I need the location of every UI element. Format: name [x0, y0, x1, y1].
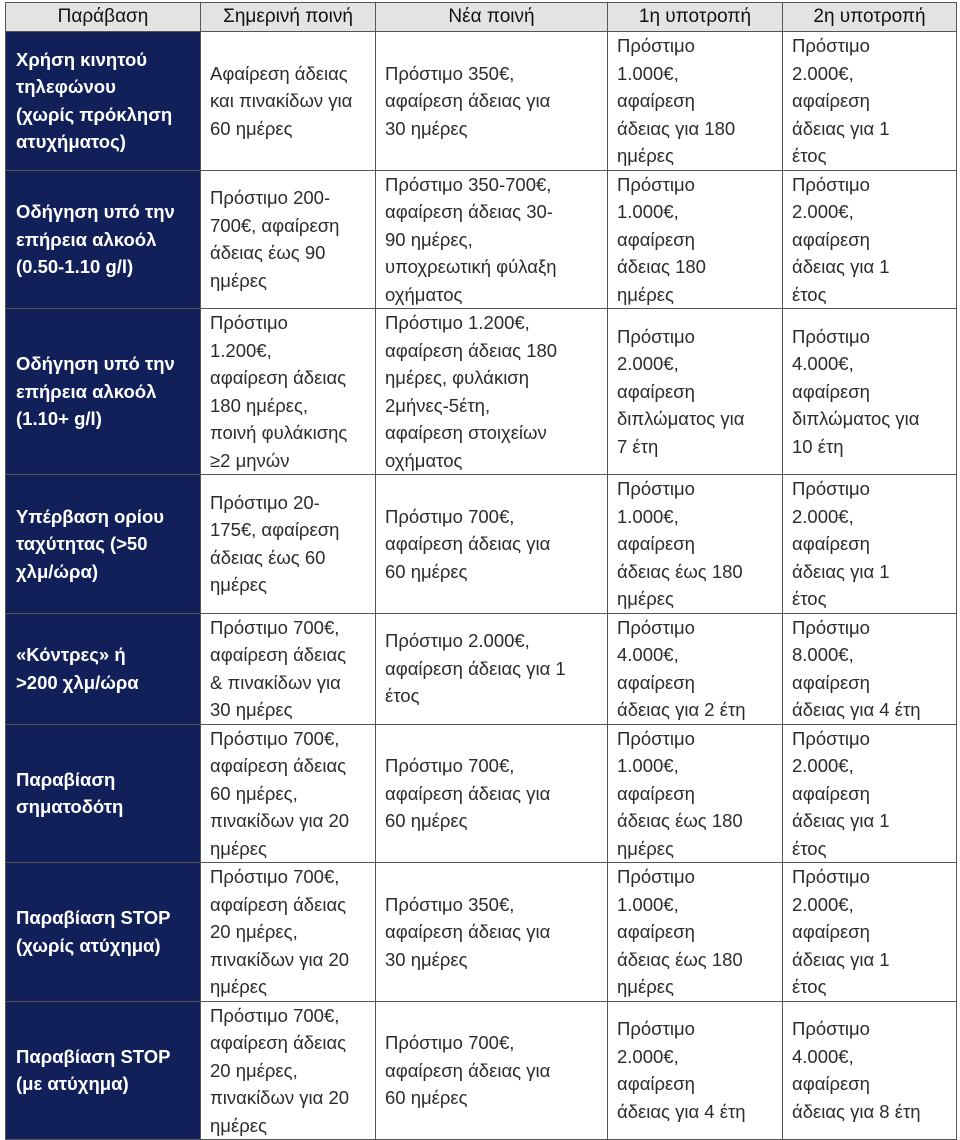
table-row: [6, 863, 957, 1002]
current-penalty-cell-text: Πρόστιμο 200- 700€, αφαίρεση άδειας έως 90 ημέρες: [210, 187, 340, 291]
current-penalty-cell: [201, 613, 376, 724]
new-penalty-cell: [376, 1001, 608, 1140]
offence-cell: [6, 1001, 201, 1140]
offence-cell: [6, 724, 201, 863]
first-repeat-cell-text: Πρόστιμο 1.000€, αφαίρεση άδειας 180 ημέρες: [617, 173, 706, 305]
first-repeat-cell-text: Πρόστιμο 4.000€, αφαίρεση άδειας για 2 έτη: [617, 616, 746, 720]
offence-cell-text: Παραβίαση σηματοδότη: [16, 768, 124, 818]
first-repeat-cell-text: Πρόστιμο 1.000€, αφαίρεση άδειας έως 180 ημέρες: [617, 866, 743, 997]
second-repeat-cell: [783, 863, 957, 1002]
first-repeat-cell: [608, 724, 783, 863]
current-penalty-cell: [201, 724, 376, 863]
table-row: [6, 170, 957, 309]
new-penalty-cell-text: Πρόστιμο 350€, αφαίρεση άδειας για 30 ημέρες: [385, 62, 551, 139]
second-repeat-cell-text: Πρόστιμο 8.000€, αφαίρεση άδειας για 4 έτη: [792, 616, 921, 720]
second-repeat-cell-text: Πρόστιμο 2.000€, αφαίρεση άδειας για 1 έτος: [792, 866, 890, 997]
second-repeat-cell: [783, 475, 957, 614]
penalties-table: [5, 2, 957, 1140]
new-penalty-cell: [376, 613, 608, 724]
second-repeat-cell-text: Πρόστιμο 4.000€, αφαίρεση άδειας για 8 έτη: [792, 1018, 921, 1122]
new-penalty-cell: [376, 170, 608, 309]
offence-cell: [6, 309, 201, 475]
first-repeat-cell: [608, 475, 783, 614]
table-row: [6, 32, 957, 171]
current-penalty-cell: [201, 863, 376, 1002]
offence-cell-text: Οδήγηση υπό την επήρεια αλκοόλ (1.10+ g/l): [16, 353, 175, 430]
column-header-current-penalty: Σημερινή ποινή: [201, 3, 376, 32]
second-repeat-cell-text: Πρόστιμο 2.000€, αφαίρεση άδειας για 1 έτος: [792, 478, 890, 609]
current-penalty-cell: [201, 170, 376, 309]
current-penalty-cell: [201, 309, 376, 475]
offence-cell: [6, 32, 201, 171]
column-header-offence: Παράβαση: [6, 3, 201, 32]
table-row: [6, 724, 957, 863]
new-penalty-cell: [376, 309, 608, 475]
column-header-second-repeat: 2η υποτροπή: [783, 3, 957, 32]
second-repeat-cell-text: Πρόστιμο 2.000€, αφαίρεση άδειας για 1 έτος: [792, 173, 890, 305]
new-penalty-cell-text: Πρόστιμο 700€, αφαίρεση άδειας για 60 ημέρες: [385, 505, 551, 582]
new-penalty-cell-text: Πρόστιμο 700€, αφαίρεση άδειας για 60 ημέρες: [385, 755, 551, 831]
first-repeat-cell: [608, 170, 783, 309]
table-body: [6, 32, 957, 1140]
offence-cell: [6, 170, 201, 309]
new-penalty-cell: [376, 32, 608, 171]
second-repeat-cell-text: Πρόστιμο 2.000€, αφαίρεση άδειας για 1 έτος: [792, 35, 890, 166]
table-row: [6, 1001, 957, 1140]
first-repeat-cell: [608, 32, 783, 171]
current-penalty-cell: [201, 32, 376, 171]
offence-cell: [6, 475, 201, 614]
new-penalty-cell-text: Πρόστιμο 350€, αφαίρεση άδειας για 30 ημέρες: [385, 893, 551, 970]
first-repeat-cell-text: Πρόστιμο 1.000€, αφαίρεση άδειας έως 180 ημέρες: [617, 478, 743, 609]
second-repeat-cell: [783, 724, 957, 863]
table-row: [6, 475, 957, 614]
table-row: [6, 613, 957, 724]
second-repeat-cell: [783, 309, 957, 475]
current-penalty-cell: [201, 475, 376, 614]
new-penalty-cell: [376, 724, 608, 863]
offence-cell-text: Οδήγηση υπό την επήρεια αλκοόλ (0.50-1.10 g/l): [16, 201, 175, 277]
second-repeat-cell-text: Πρόστιμο 4.000€, αφαίρεση διπλώματος για 10 έτη: [792, 325, 920, 457]
current-penalty-cell-text: Πρόστιμο 700€, αφαίρεση άδειας 60 ημέρες, πινακίδων για 20 ημέρες: [210, 727, 350, 859]
table-row: [6, 309, 957, 475]
new-penalty-cell-text: Πρόστιμο 350-700€, αφαίρεση άδειας 30- 90 ημέρες, υποχρεωτική φύλαξη οχήματος: [385, 173, 557, 305]
new-penalty-cell-text: Πρόστιμο 1.200€, αφαίρεση άδειας 180 ημέρες, φυλάκιση 2μήνες-5έτη, αφαίρεση στοιχείων οχήματος: [385, 312, 558, 471]
offence-cell-text: «Κόντρες» ή >200 χλμ/ώρα: [16, 644, 139, 693]
first-repeat-cell-text: Πρόστιμο 2.000€, αφαίρεση διπλώματος για 7 έτη: [617, 325, 745, 457]
new-penalty-cell: [376, 863, 608, 1002]
offence-cell: [6, 863, 201, 1002]
second-repeat-cell: [783, 32, 957, 171]
first-repeat-cell-text: Πρόστιμο 1.000€, αφαίρεση άδειας για 180 ημέρες: [617, 35, 736, 166]
offence-cell-text: Παραβίαση STOP (χωρίς ατύχημα): [16, 907, 171, 956]
new-penalty-cell-text: Πρόστιμο 2.000€, αφαίρεση άδειας για 1 έτος: [385, 630, 566, 707]
current-penalty-cell-text: Πρόστιμο 1.200€, αφαίρεση άδειας 180 ημέρες, ποινή φυλάκισης ≥2 μηνών: [210, 312, 348, 471]
current-penalty-cell-text: Πρόστιμο 700€, αφαίρεση άδειας & πινακίδων για 30 ημέρες: [210, 616, 347, 720]
current-penalty-cell-text: Πρόστιμο 700€, αφαίρεση άδειας 20 ημέρες, πινακίδων για 20 ημέρες: [210, 1004, 350, 1136]
current-penalty-cell-text: Πρόστιμο 700€, αφαίρεση άδειας 20 ημέρες, πινακίδων για 20 ημέρες: [210, 866, 350, 997]
second-repeat-cell: [783, 613, 957, 724]
first-repeat-cell-text: Πρόστιμο 2.000€, αφαίρεση άδειας για 4 έτη: [617, 1018, 746, 1122]
current-penalty-cell: [201, 1001, 376, 1140]
second-repeat-cell-text: Πρόστιμο 2.000€, αφαίρεση άδειας για 1 έτος: [792, 727, 890, 859]
table-header-row: [6, 3, 957, 32]
new-penalty-cell-text: Πρόστιμο 700€, αφαίρεση άδειας για 60 ημέρες: [385, 1032, 551, 1108]
new-penalty-cell: [376, 475, 608, 614]
first-repeat-cell-text: Πρόστιμο 1.000€, αφαίρεση άδειας έως 180 ημέρες: [617, 727, 743, 859]
first-repeat-cell: [608, 1001, 783, 1140]
offence-cell-text: Χρήση κινητού τηλεφώνου (χωρίς πρόκληση ατυχήματος): [16, 48, 173, 153]
column-header-first-repeat: 1η υποτροπή: [608, 3, 783, 32]
column-header-new-penalty: Νέα ποινή: [376, 3, 608, 32]
offence-cell-text: Υπέρβαση ορίου ταχύτητας (>50 χλμ/ώρα): [16, 505, 165, 582]
current-penalty-cell-text: Αφαίρεση άδειας και πινακίδων για 60 ημέρες: [210, 62, 353, 139]
first-repeat-cell: [608, 863, 783, 1002]
second-repeat-cell: [783, 1001, 957, 1140]
offence-cell-text: Παραβίαση STOP (με ατύχημα): [16, 1045, 171, 1095]
second-repeat-cell: [783, 170, 957, 309]
first-repeat-cell: [608, 309, 783, 475]
current-penalty-cell-text: Πρόστιμο 20- 175€, αφαίρεση άδειας έως 60 ημέρες: [210, 491, 340, 596]
offence-cell: [6, 613, 201, 724]
first-repeat-cell: [608, 613, 783, 724]
